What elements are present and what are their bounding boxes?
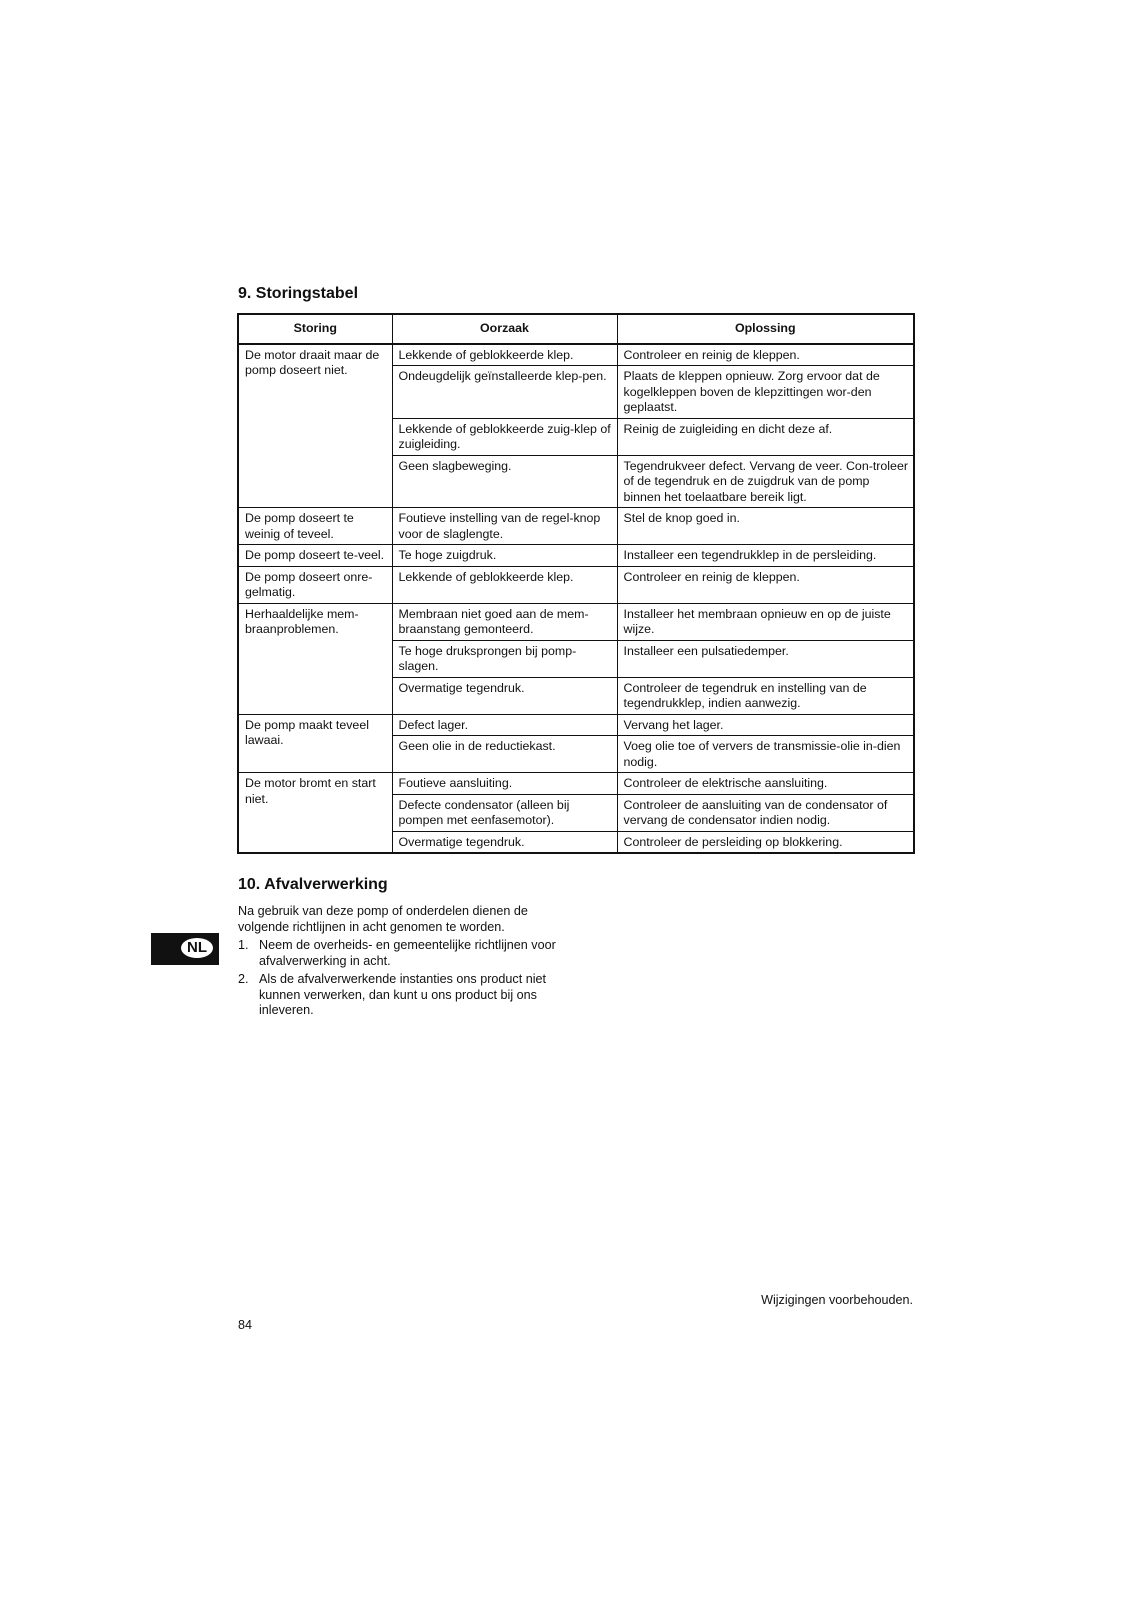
language-tab bbox=[151, 933, 219, 965]
oorzaak-cell: Ondeugdelijk geïnstalleerde klep-pen. bbox=[392, 366, 617, 419]
oorzaak-cell: Overmatige tegendruk. bbox=[392, 677, 617, 714]
storing-cell: De pomp doseert onre-gelmatig. bbox=[238, 566, 392, 603]
oplossing-cell: Installeer een pulsatiedemper. bbox=[617, 640, 914, 677]
oorzaak-cell: Geen olie in de reductiekast. bbox=[392, 736, 617, 773]
oplossing-cell: Installeer een tegendrukklep in de persleiding. bbox=[617, 545, 914, 567]
oorzaak-cell: Geen slagbeweging. bbox=[392, 455, 617, 508]
section-title-afvalverwerking: 10. Afvalverwerking bbox=[238, 876, 388, 893]
table-row bbox=[238, 603, 914, 640]
table-row bbox=[238, 714, 914, 736]
storing-cell: De motor draait maar de pomp doseert niet. bbox=[238, 344, 392, 508]
column-header-storing: Storing bbox=[238, 314, 392, 344]
table-row bbox=[238, 344, 914, 366]
oorzaak-cell: Defect lager. bbox=[392, 714, 617, 736]
table-row bbox=[238, 773, 914, 795]
storing-cell: Herhaaldelijke mem-braanproblemen. bbox=[238, 603, 392, 714]
oplossing-cell: Controleer de tegendruk en instelling van de tegendrukklep, indien aanwezig. bbox=[617, 677, 914, 714]
oorzaak-cell: Lekkende of geblokkeerde klep. bbox=[392, 566, 617, 603]
oplossing-cell: Installeer het membraan opnieuw en op de juiste wijze. bbox=[617, 603, 914, 640]
language-code-badge: NL bbox=[181, 938, 213, 958]
list-item-number: 1. bbox=[238, 938, 249, 952]
oorzaak-cell: Foutieve aansluiting. bbox=[392, 773, 617, 795]
oplossing-cell: Tegendrukveer defect. Vervang de veer. Con-troleer of de tegendruk en de zuigdruk van de pomp binnen het toelaatbare bereik ligt. bbox=[617, 455, 914, 508]
oplossing-cell: Controleer de persleiding op blokkering. bbox=[617, 831, 914, 853]
oorzaak-cell: Defecte condensator (alleen bij pompen met eenfasemotor). bbox=[392, 794, 617, 831]
list-item-text: Neem de overheids- en gemeentelijke richtlijnen voor afvalverwerking in acht. bbox=[259, 938, 556, 968]
oplossing-cell: Reinig de zuigleiding en dicht deze af. bbox=[617, 418, 914, 455]
list-item-text: Als de afvalverwerkende instanties ons product niet kunnen verwerken, dan kunt u ons product bij ons inleveren. bbox=[259, 972, 547, 1017]
table-row bbox=[238, 545, 914, 567]
list-item-number: 2. bbox=[238, 972, 249, 986]
afvalverwerking-list bbox=[238, 938, 568, 1022]
footer-note: Wijzigingen voorbehouden. bbox=[761, 1293, 913, 1307]
oorzaak-cell: Foutieve instelling van de regel-knop voor de slaglengte. bbox=[392, 508, 617, 545]
oorzaak-cell: Lekkende of geblokkeerde zuig-klep of zuigleiding. bbox=[392, 418, 617, 455]
fault-table bbox=[237, 313, 915, 854]
oplossing-cell: Voeg olie toe of ververs de transmissie-olie in-dien nodig. bbox=[617, 736, 914, 773]
oorzaak-cell: Membraan niet goed aan de mem-braanstang gemonteerd. bbox=[392, 603, 617, 640]
column-header-oorzaak: Oorzaak bbox=[392, 314, 617, 344]
table-row bbox=[238, 566, 914, 603]
list-item bbox=[238, 972, 568, 1019]
column-header-oplossing: Oplossing bbox=[617, 314, 914, 344]
storing-cell: De pomp doseert te weinig of teveel. bbox=[238, 508, 392, 545]
oplossing-cell: Vervang het lager. bbox=[617, 714, 914, 736]
page-number: 84 bbox=[238, 1318, 253, 1332]
oorzaak-cell: Lekkende of geblokkeerde klep. bbox=[392, 344, 617, 366]
oorzaak-cell: Te hoge zuigdruk. bbox=[392, 545, 617, 567]
storing-cell: De pomp maakt teveel lawaai. bbox=[238, 714, 392, 773]
oplossing-cell: Plaats de kleppen opnieuw. Zorg ervoor dat de kogelkleppen boven de klepzittingen wor-den geplaatst. bbox=[617, 366, 914, 419]
section-title-storingstabel: 9. Storingstabel bbox=[238, 285, 359, 302]
oorzaak-cell: Te hoge druksprongen bij pomp-slagen. bbox=[392, 640, 617, 677]
list-item bbox=[238, 938, 568, 969]
oplossing-cell: Controleer en reinig de kleppen. bbox=[617, 566, 914, 603]
oplossing-cell: Controleer en reinig de kleppen. bbox=[617, 344, 914, 366]
table-header-row bbox=[238, 314, 914, 344]
oplossing-cell: Stel de knop goed in. bbox=[617, 508, 914, 545]
storing-cell: De pomp doseert te-veel. bbox=[238, 545, 392, 567]
storing-cell: De motor bromt en start niet. bbox=[238, 773, 392, 854]
oplossing-cell: Controleer de aansluiting van de condensator of vervang de condensator indien nodig. bbox=[617, 794, 914, 831]
oplossing-cell: Controleer de elektrische aansluiting. bbox=[617, 773, 914, 795]
afvalverwerking-intro: Na gebruik van deze pomp of onderdelen dienen de volgende richtlijnen in acht genomen te worden. bbox=[238, 904, 528, 934]
table-row bbox=[238, 508, 914, 545]
oorzaak-cell: Overmatige tegendruk. bbox=[392, 831, 617, 853]
